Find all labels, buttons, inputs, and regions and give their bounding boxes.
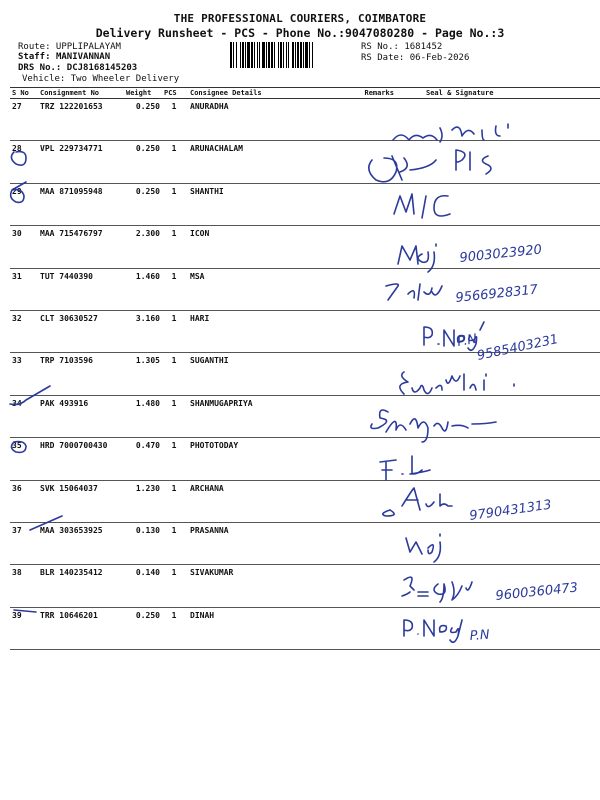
row-consignee: SHANTHI	[186, 183, 332, 225]
row-remarks	[332, 141, 400, 183]
row-sno: 39	[10, 607, 38, 649]
table-row	[10, 438, 600, 480]
handwritten-note: 9566928317	[454, 282, 539, 306]
runsheet-title: Delivery Runsheet - PCS - Phone No.:9047080280 - Page No.:3	[95, 26, 505, 40]
row-signature	[400, 438, 600, 480]
row-sno: 30	[10, 226, 38, 268]
row-signature	[400, 522, 600, 564]
table-row	[10, 607, 600, 649]
row-sno: 37	[10, 522, 38, 564]
row-remarks	[332, 607, 400, 649]
row-weight: 2.300	[124, 226, 162, 268]
row-consignee: SIVAKUMAR	[186, 565, 332, 607]
row-pcs: 1	[162, 565, 186, 607]
row-consignment: CLT 30630527	[38, 310, 124, 352]
staff-line	[18, 52, 110, 62]
row-consignment: BLR 140235412	[38, 565, 124, 607]
row-remarks	[332, 395, 400, 437]
row-remarks	[332, 226, 400, 268]
row-signature	[400, 480, 600, 522]
row-signature	[400, 565, 600, 607]
staff-name: MANIVANNAN	[55, 52, 111, 62]
row-sno: 33	[10, 353, 38, 395]
row-weight: 0.250	[124, 183, 162, 225]
table-row	[10, 565, 600, 607]
vehicle-label: Vehicle: Two Wheeler Delivery	[22, 74, 180, 84]
row-remarks	[332, 438, 400, 480]
table-header-row	[10, 88, 600, 99]
row-consignment: TRZ 122201653	[38, 99, 124, 141]
row-sno: 32	[10, 310, 38, 352]
row-weight: 1.460	[124, 268, 162, 310]
row-signature	[400, 141, 600, 183]
table-row	[10, 226, 600, 268]
row-remarks	[332, 480, 400, 522]
row-consignee: DINAH	[186, 607, 332, 649]
table-row	[10, 310, 600, 352]
barcode	[230, 42, 356, 68]
row-consignee: HARI	[186, 310, 332, 352]
drs-line	[18, 63, 137, 73]
handwritten-note: 9600360473	[494, 580, 579, 604]
row-consignment: HRD 7000700430	[38, 438, 124, 480]
company-name: THE PROFESSIONAL COURIERS, COIMBATORE	[173, 12, 427, 25]
row-pcs: 1	[162, 99, 186, 141]
barcode-bar	[313, 42, 314, 68]
row-pcs: 1	[162, 395, 186, 437]
row-sno: 29	[10, 183, 38, 225]
row-weight: 1.230	[124, 480, 162, 522]
row-consignment: TRR 10646201	[38, 607, 124, 649]
table-row	[10, 183, 600, 225]
table-row	[10, 268, 600, 310]
row-signature	[400, 226, 600, 268]
row-consignment: MAA 303653925	[38, 522, 124, 564]
col-seal-signature: Seal & Signature	[400, 88, 600, 99]
row-signature	[400, 607, 600, 649]
row-pcs: 1	[162, 268, 186, 310]
drs-number: DCJ8168145203	[66, 63, 138, 73]
table-row	[10, 522, 600, 564]
row-remarks	[332, 522, 400, 564]
row-remarks	[332, 310, 400, 352]
handwritten-note: P.N	[469, 627, 491, 644]
row-weight: 0.140	[124, 565, 162, 607]
row-pcs: 1	[162, 183, 186, 225]
row-weight: 0.250	[124, 99, 162, 141]
row-pcs: 1	[162, 522, 186, 564]
rs-date: RS Date: 06-Feb-2026	[361, 53, 470, 63]
row-signature	[400, 268, 600, 310]
handwritten-note: 9003023920	[458, 242, 543, 266]
row-pcs: 1	[162, 141, 186, 183]
row-consignee: ICON	[186, 226, 332, 268]
row-pcs: 1	[162, 353, 186, 395]
row-remarks	[332, 183, 400, 225]
col-pcs: PCS	[162, 88, 186, 99]
col-consignee: Consignee Details	[186, 88, 332, 99]
row-consignee: ARUNACHALAM	[186, 141, 332, 183]
row-consignment: VPL 229734771	[38, 141, 124, 183]
row-pcs: 1	[162, 480, 186, 522]
row-remarks	[332, 565, 400, 607]
col-remarks: Remarks	[332, 88, 400, 99]
row-signature	[400, 353, 600, 395]
row-weight: 0.130	[124, 522, 162, 564]
row-weight: 3.160	[124, 310, 162, 352]
row-signature	[400, 395, 600, 437]
table-row	[10, 99, 600, 141]
row-consignee: MSA	[186, 268, 332, 310]
row-signature	[400, 183, 600, 225]
row-weight: 1.305	[124, 353, 162, 395]
row-signature	[400, 99, 600, 141]
row-consignee: ARCHANA	[186, 480, 332, 522]
row-sno: 27	[10, 99, 38, 141]
row-consignment: TRP 7103596	[38, 353, 124, 395]
row-remarks	[332, 353, 400, 395]
table-row	[10, 480, 600, 522]
handwritten-note: 9585403231	[475, 332, 560, 364]
table-row	[10, 395, 600, 437]
row-pcs: 1	[162, 226, 186, 268]
row-consignment: MAA 715476797	[38, 226, 124, 268]
table-row	[10, 353, 600, 395]
row-consignment: PAK 493916	[38, 395, 124, 437]
row-consignee: PHOTOTODAY	[186, 438, 332, 480]
row-sno: 36	[10, 480, 38, 522]
row-weight: 0.250	[124, 607, 162, 649]
row-sno: 38	[10, 565, 38, 607]
route-label: Route: UPPLIPALAYAM	[18, 42, 121, 52]
row-consignee: ANURADHA	[186, 99, 332, 141]
row-weight: 0.470	[124, 438, 162, 480]
row-pcs: 1	[162, 310, 186, 352]
row-weight: 0.250	[124, 141, 162, 183]
row-weight: 1.480	[124, 395, 162, 437]
staff-label: Staff:	[18, 52, 51, 62]
row-sno: 28	[10, 141, 38, 183]
row-pcs: 1	[162, 438, 186, 480]
row-consignee: SUGANTHI	[186, 353, 332, 395]
handwritten-note: 9790431313	[468, 497, 553, 524]
row-consignment: MAA 871095948	[38, 183, 124, 225]
row-sno: 35	[10, 438, 38, 480]
row-consignment: SVK 15064037	[38, 480, 124, 522]
row-sno: 31	[10, 268, 38, 310]
row-consignment: TUT 7440390	[38, 268, 124, 310]
row-signature	[400, 310, 600, 352]
col-weight: Weight	[124, 88, 162, 99]
drs-label: DRS No.:	[18, 63, 62, 73]
row-pcs: 1	[162, 607, 186, 649]
row-consignee: SHANMUGAPRIYA	[186, 395, 332, 437]
rs-number: RS No.: 1681452	[361, 42, 443, 52]
row-consignee: PRASANNA	[186, 522, 332, 564]
handwritten-note: P.N	[456, 331, 479, 350]
col-sno: S No	[10, 88, 38, 99]
delivery-table	[10, 87, 600, 650]
row-remarks	[332, 99, 400, 141]
row-sno: 34	[10, 395, 38, 437]
row-remarks	[332, 268, 400, 310]
col-consignment: Consignment No	[38, 88, 124, 99]
table-row	[10, 141, 600, 183]
